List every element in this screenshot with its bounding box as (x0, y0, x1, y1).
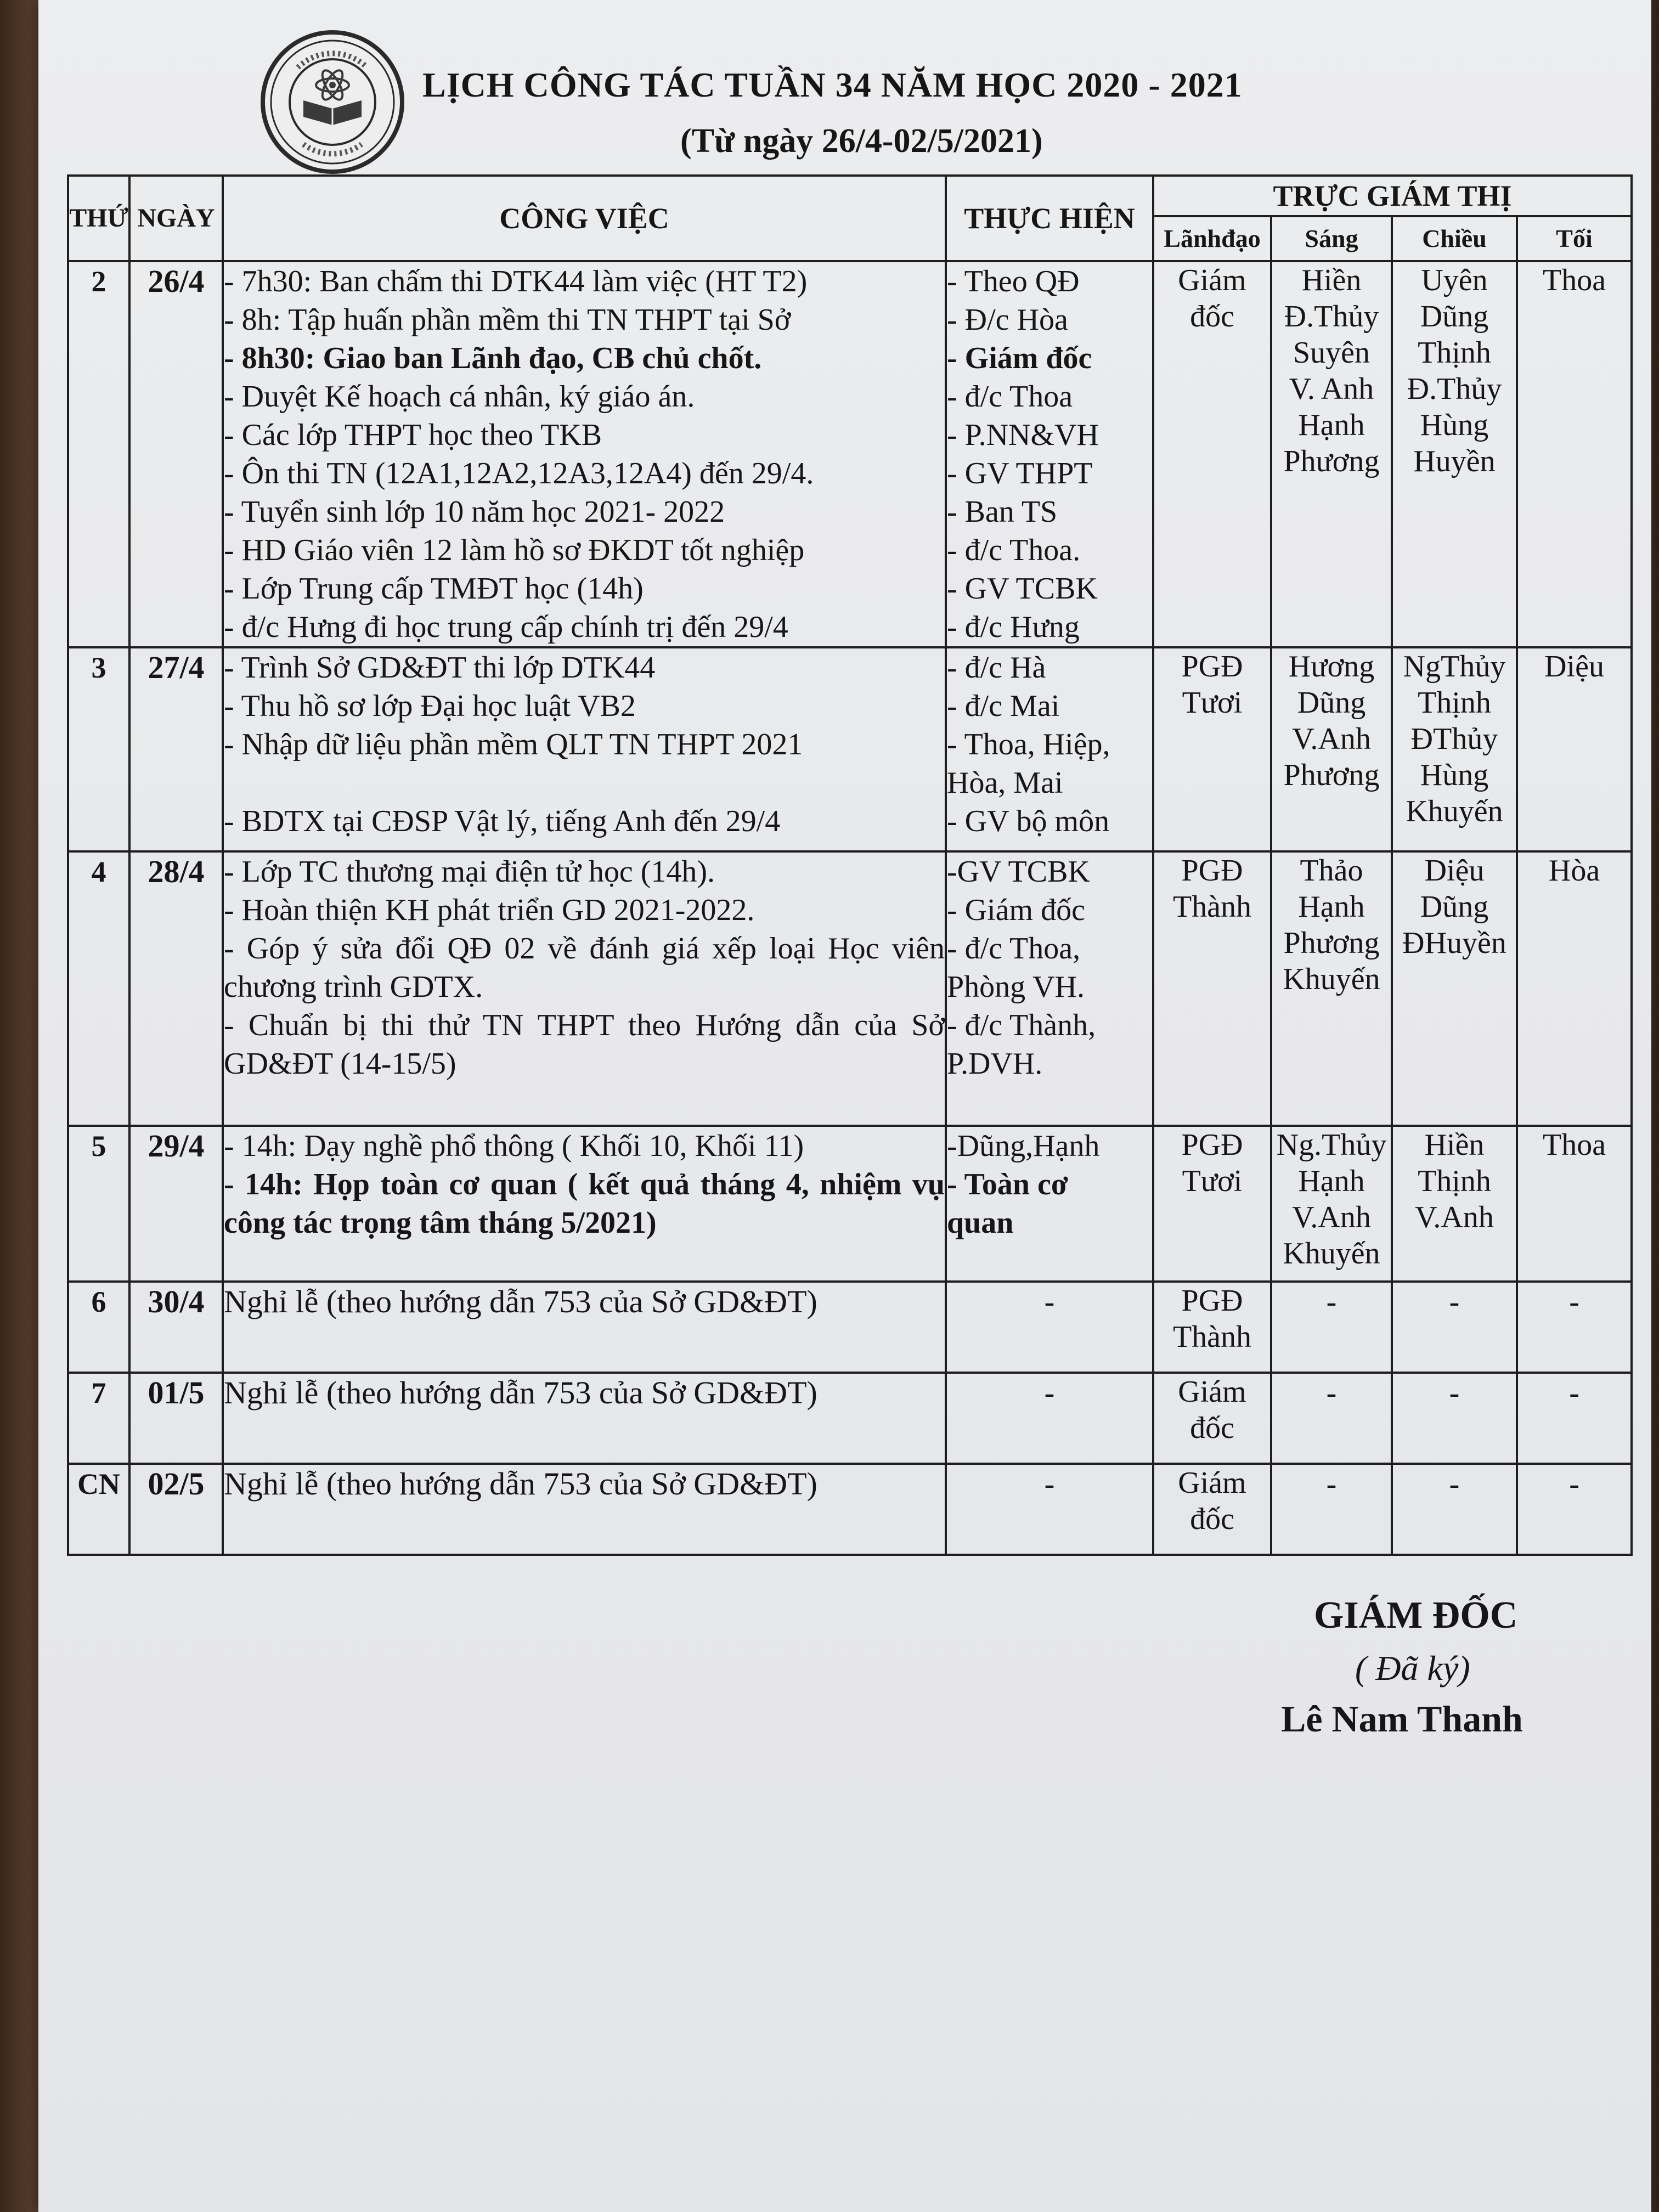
executor-line: Hòa, Mai (947, 766, 1063, 800)
executor-line: - Giám đốc (947, 341, 1092, 375)
cell-ngay: 02/5 (129, 1464, 223, 1555)
executor-line: - GV THPT (947, 456, 1093, 490)
task-line: - 7h30: Ban chấm thi DTK44 làm việc (HT T2) (224, 264, 808, 298)
task-line: - 8h30: Giao ban Lãnh đạo, CB chủ chốt. (224, 341, 762, 375)
cell-chieu: - (1392, 1282, 1517, 1373)
col-header-toi: Tối (1517, 216, 1632, 261)
task-line: - 14h: Dạy nghề phổ thông ( Khối 10, Khối 11) (224, 1129, 804, 1163)
duty-name: Giám (1178, 1466, 1246, 1500)
executor-line: - GV TCBK (947, 572, 1098, 606)
cell-toi (1517, 1126, 1632, 1282)
duty-name: PGĐ (1181, 1128, 1243, 1162)
cell-cong-viec: Nghỉ lễ (theo hướng dẫn 753 của Sở GD&ĐT) (223, 1373, 946, 1464)
cell-chieu: - (1392, 1464, 1517, 1555)
task-line: - Ôn thi TN (12A1,12A2,12A3,12A4) đến 29/4. (224, 456, 814, 490)
duty-name: V. Anh (1289, 372, 1374, 406)
executor-line: - Toàn cơ (947, 1167, 1068, 1201)
duty-name: Khuyến (1283, 1237, 1380, 1271)
duty-name: Đ.Thủy (1407, 372, 1502, 406)
col-header-chieu: Chiều (1392, 216, 1517, 261)
duty-name: Thịnh (1418, 336, 1491, 370)
signature-name: Lê Nam Thanh (1281, 1698, 1523, 1740)
cell-thuc-hien (946, 261, 1153, 647)
duty-name: Uyên (1421, 263, 1488, 297)
duty-name: Thoa (1542, 1128, 1606, 1162)
table-row-holiday (68, 1373, 1632, 1464)
duty-name: V.Anh (1415, 1200, 1494, 1234)
cell-ngay: 01/5 (129, 1373, 223, 1464)
executor-line: - đ/c Hưng (947, 610, 1080, 644)
task-line-spacer (224, 764, 945, 802)
seal-emblem-icon (265, 35, 400, 170)
task-line: - Góp ý sửa đổi QĐ 02 về đánh giá xếp loại Học viên chương trình GDTX. (224, 932, 945, 1004)
executor-line: Phòng VH. (947, 970, 1085, 1004)
cell-lanh-dao (1153, 1282, 1271, 1373)
col-header-thu: THỨ (68, 176, 129, 261)
cell-cong-viec (223, 261, 946, 647)
executor-line: - GV bộ môn (947, 804, 1110, 838)
duty-name: Thành (1172, 890, 1252, 924)
duty-name: Tươi (1182, 1164, 1243, 1198)
cell-sang: - (1271, 1373, 1392, 1464)
task-line: - Chuẩn bị thi thử TN THPT theo Hướng dẫn của Sở GD&ĐT (14-15/5) (224, 1008, 945, 1081)
task-line: - Thu hồ sơ lớp Đại học luật VB2 (224, 689, 636, 723)
duty-name: Huyền (1413, 444, 1496, 478)
task-line: - 8h: Tập huấn phần mềm thi TN THPT tại Sở (224, 303, 791, 337)
duty-name: Suyên (1293, 336, 1370, 370)
cell-toi (1517, 647, 1632, 851)
cell-cong-viec (223, 1126, 946, 1282)
executor-line: - đ/c Hà (947, 651, 1046, 685)
duty-name: đốc (1190, 300, 1234, 334)
duty-name: Giám (1178, 263, 1246, 297)
duty-name: Thịnh (1418, 1164, 1491, 1198)
task-line: - Các lớp THPT học theo TKB (224, 418, 602, 452)
cell-lanh-dao (1153, 851, 1271, 1126)
signature-note: ( Đã ký) (1355, 1649, 1470, 1688)
task-line: - Hoàn thiện KH phát triển GD 2021-2022. (224, 893, 755, 927)
executor-line: - Ban TS (947, 495, 1058, 529)
executor-line: - Đ/c Hòa (947, 303, 1068, 337)
duty-name: Hiền (1424, 1128, 1485, 1162)
executor-line: quan (947, 1206, 1014, 1240)
duty-name: Phương (1283, 926, 1380, 960)
executor-line: - đ/c Thoa. (947, 533, 1081, 567)
table-header-row (68, 176, 1632, 216)
duty-name: Giám (1178, 1375, 1246, 1409)
cell-chieu (1392, 647, 1517, 851)
task-line: - Tuyển sinh lớp 10 năm học 2021- 2022 (224, 495, 725, 529)
task-line: - 14h: Họp toàn cơ quan ( kết quả tháng 4, nhiệm vụ công tác trọng tâm tháng 5/2021) (224, 1167, 945, 1240)
cell-thuc-hien (946, 647, 1153, 851)
duty-name: Ng.Thủy (1276, 1128, 1387, 1162)
duty-name: Hạnh (1298, 408, 1365, 442)
executor-line: P.DVH. (947, 1047, 1043, 1081)
schedule-title: LỊCH CÔNG TÁC TUẦN 34 NĂM HỌC 2020 - 2021 (422, 65, 1243, 104)
schedule-date-range: (Từ ngày 26/4-02/5/2021) (680, 122, 1043, 160)
cell-sang: - (1271, 1282, 1392, 1373)
duty-name: Dũng (1420, 890, 1489, 924)
weekly-schedule-table (67, 174, 1633, 1556)
duty-name: Tươi (1182, 686, 1243, 720)
col-header-thuc-hien: THỰC HIỆN (946, 176, 1153, 261)
duty-name: Thành (1172, 1320, 1252, 1354)
table-row (68, 851, 1632, 1126)
duty-name: Phương (1283, 444, 1380, 478)
cell-lanh-dao (1153, 1373, 1271, 1464)
cell-thuc-hien (946, 1126, 1153, 1282)
cell-thuc-hien: - (946, 1464, 1153, 1555)
cell-sang (1271, 261, 1392, 647)
executor-line: - đ/c Mai (947, 689, 1060, 723)
cell-thu: CN (68, 1464, 129, 1555)
cell-ngay: 28/4 (129, 851, 223, 1126)
duty-name: Khuyến (1283, 962, 1380, 996)
cell-sang (1271, 1126, 1392, 1282)
cell-thu: 5 (68, 1126, 129, 1282)
cell-sang (1271, 647, 1392, 851)
cell-cong-viec: Nghỉ lễ (theo hướng dẫn 753 của Sở GD&ĐT) (223, 1282, 946, 1373)
duty-name: V.Anh (1292, 1200, 1371, 1234)
signature-title: GIÁM ĐỐC (1314, 1594, 1518, 1637)
duty-name: Diệu (1544, 650, 1604, 684)
cell-toi: - (1517, 1464, 1632, 1555)
executor-line: -Dũng,Hạnh (947, 1129, 1100, 1163)
cell-toi (1517, 261, 1632, 647)
duty-name: ĐThủy (1410, 722, 1498, 756)
duty-name: V.Anh (1292, 722, 1371, 756)
task-line: - Trình Sở GD&ĐT thi lớp DTK44 (224, 651, 656, 685)
task-line: - đ/c Hưng đi học trung cấp chính trị đến 29/4 (224, 610, 788, 644)
cell-ngay: 29/4 (129, 1126, 223, 1282)
duty-name: PGĐ (1181, 650, 1243, 684)
cell-chieu (1392, 261, 1517, 647)
col-header-truc-giam-thi: TRỰC GIÁM THỊ (1153, 176, 1632, 216)
executor-line: - P.NN&VH (947, 418, 1099, 452)
cell-toi: - (1517, 1282, 1632, 1373)
table-row (68, 647, 1632, 851)
cell-ngay: 26/4 (129, 261, 223, 647)
cell-thu: 7 (68, 1373, 129, 1464)
duty-name: Diệu (1424, 854, 1485, 888)
duty-name: Hạnh (1298, 1164, 1365, 1198)
executor-line: - đ/c Thoa (947, 380, 1073, 414)
cell-thuc-hien (946, 851, 1153, 1126)
duty-name: Dũng (1420, 300, 1489, 334)
table-row-holiday (68, 1464, 1632, 1555)
executor-line: - đ/c Thoa, (947, 932, 1081, 966)
duty-name: Thoa (1542, 263, 1606, 297)
cell-chieu (1392, 851, 1517, 1126)
col-header-ngay: NGÀY (129, 176, 223, 261)
duty-name: Đ.Thủy (1284, 300, 1379, 334)
cell-sang (1271, 851, 1392, 1126)
cell-ngay: 27/4 (129, 647, 223, 851)
cell-thu: 4 (68, 851, 129, 1126)
duty-name: Hùng (1420, 758, 1489, 792)
duty-name: Thảo (1300, 854, 1363, 888)
table-row-holiday (68, 1282, 1632, 1373)
cell-thu: 6 (68, 1282, 129, 1373)
col-header-sang: Sáng (1271, 216, 1392, 261)
cell-thuc-hien: - (946, 1373, 1153, 1464)
duty-name: Hùng (1420, 408, 1489, 442)
duty-name: Khuyến (1406, 794, 1503, 828)
cell-thu: 2 (68, 261, 129, 647)
table-row (68, 261, 1632, 647)
executor-line: -GV TCBK (947, 855, 1090, 889)
task-line: - Nhập dữ liệu phần mềm QLT TN THPT 2021 (224, 727, 803, 761)
duty-name: Phương (1283, 758, 1380, 792)
cell-chieu: - (1392, 1373, 1517, 1464)
col-header-cong-viec: CÔNG VIỆC (223, 176, 946, 261)
duty-name: đốc (1190, 1502, 1234, 1536)
duty-name: PGĐ (1181, 1284, 1243, 1318)
task-line: - Duyệt Kế hoạch cá nhân, ký giáo án. (224, 380, 695, 414)
duty-name: NgThủy (1403, 650, 1506, 684)
cell-cong-viec (223, 647, 946, 851)
duty-name: ĐHuyền (1402, 926, 1506, 960)
executor-line: - Thoa, Hiệp, (947, 727, 1110, 761)
school-seal-logo (261, 30, 404, 174)
duty-name: Hòa (1548, 854, 1600, 888)
duty-name: Dũng (1297, 686, 1366, 720)
col-header-lanh-dao: Lãnhđạo (1153, 216, 1271, 261)
duty-name: Hiền (1301, 263, 1362, 297)
duty-name: Thịnh (1418, 686, 1491, 720)
duty-name: đốc (1190, 1411, 1234, 1445)
cell-lanh-dao (1153, 1126, 1271, 1282)
duty-name: PGĐ (1181, 854, 1243, 888)
cell-thu: 3 (68, 647, 129, 851)
cell-sang: - (1271, 1464, 1392, 1555)
duty-name: Hạnh (1298, 890, 1365, 924)
cell-lanh-dao (1153, 647, 1271, 851)
cell-toi (1517, 851, 1632, 1126)
task-line: - HD Giáo viên 12 làm hồ sơ ĐKDT tốt nghiệp (224, 533, 805, 567)
executor-line: - Giám đốc (947, 893, 1085, 927)
executor-line: - Theo QĐ (947, 264, 1080, 298)
cell-ngay: 30/4 (129, 1282, 223, 1373)
cell-chieu (1392, 1126, 1517, 1282)
task-line: - Lớp TC thương mại điện tử học (14h). (224, 855, 715, 889)
duty-name: Hương (1288, 650, 1375, 684)
cell-toi: - (1517, 1373, 1632, 1464)
cell-cong-viec: Nghỉ lễ (theo hướng dẫn 753 của Sở GD&ĐT) (223, 1464, 946, 1555)
task-line: - BDTX tại CĐSP Vật lý, tiếng Anh đến 29/4 (224, 804, 781, 838)
cell-lanh-dao (1153, 261, 1271, 647)
cell-lanh-dao (1153, 1464, 1271, 1555)
cell-thuc-hien: - (946, 1282, 1153, 1373)
document-page (38, 0, 1651, 2212)
cell-cong-viec (223, 851, 946, 1126)
executor-line: - đ/c Thành, (947, 1008, 1096, 1042)
table-row (68, 1126, 1632, 1282)
task-line: - Lớp Trung cấp TMĐT học (14h) (224, 572, 644, 606)
